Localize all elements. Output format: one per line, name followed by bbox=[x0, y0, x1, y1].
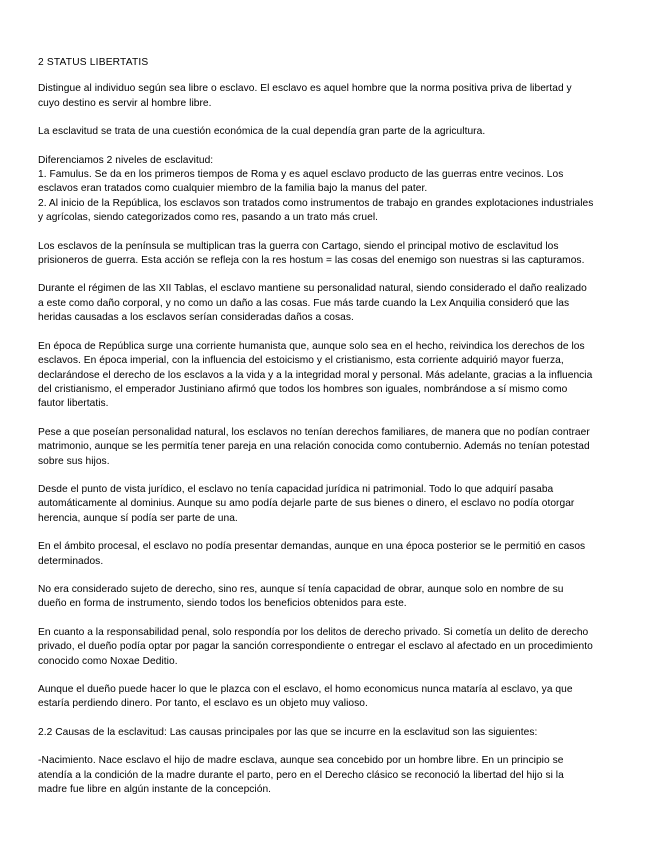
paragraph-levels: Diferenciamos 2 niveles de esclavitud: 1. Famulus. Se da en los primeros tiempos de Roma y es aquel esclavo producto de las guerras entre vecinos. Los esclavos eran tratados como cualquier miembro de la familia bajo la manus del pater. 2. Al inicio de la República, los esclavos son tratados como instrumentos de trabajo en grandes explotaciones industriales y agrícolas, siendo categorizados como res, pasando a un trato más cruel. bbox=[38, 154, 594, 224]
paragraph-humanism: En época de República surge una corriente humanista que, aunque solo sea en el hecho, reivindica los derechos de los esclavos. En época imperial, con la influencia del estoicismo y el cristianismo, esta corriente adquirió mayor fuerza, declarándose el derecho de los esclavos a la vida y a la integridad moral y personal. Más adelante, gracias a la influencia del cristianismo, el emperador Justiniano afirmó que todos los hombres son iguales, nombrándose a sí mismo como fautor libertatis. bbox=[38, 340, 593, 410]
document-page bbox=[38, 56, 620, 797]
paragraph-legal-capacity: Desde el punto de vista jurídico, el esclavo no tenía capacidad jurídica ni patrimonial. Todo lo que adquirí pasaba automáticamente al dominius. Aunque su amo podía dejarle parte de sus bienes o dinero, el esclavo no podía otorgar herencia, aunque sí podía ser parte de una. bbox=[38, 483, 575, 524]
paragraph-cartago: Los esclavos de la península se multiplican tras la guerra con Cartago, siendo el principal motivo de esclavitud los prisioneros de guerra. Esta acción se refleja con la res hostum = las cosas del enemigo son nuestras si las capturamos. bbox=[38, 240, 585, 267]
paragraph-definition: Distingue al individuo según sea libre o esclavo. El esclavo es aquel hombre que la norma positiva priva de libertad y cuyo destino es servir al hombre libre. bbox=[38, 83, 572, 109]
paragraph-res: No era considerado sujeto de derecho, sino res, aunque sí tenía capacidad de obrar, aunque solo en nombre de su dueño en forma de instrumento, siendo todos los beneficios obtenidos para este. bbox=[38, 583, 564, 610]
paragraph-birth: -Nacimiento. Nace esclavo el hijo de madre esclava, aunque sea concebido por un hombre libre. En un principio se atendía a la condición de la madre durante el parto, pero en el Derecho clásico se reconoció la libertad del hijo si la madre fue libre en algún instante de la concepción. bbox=[38, 755, 564, 796]
paragraph-homo-economicus: Aunque el dueño puede hacer lo que le plazca con el esclavo, el homo economicus nunca mataría al esclavo, ya que estaría perdiendo dinero. Por tanto, el esclavo es un objeto muy valioso. bbox=[38, 684, 573, 710]
paragraph-procedural: En el ámbito procesal, el esclavo no podía presentar demandas, aunque en una época posterior se le permitió en casos determinados. bbox=[38, 541, 586, 567]
subsection-heading-causes: 2.2 Causas de la esclavitud: Las causas principales por las que se incurre en la esclavitud son las siguientes: bbox=[38, 726, 538, 738]
section-heading: 2 STATUS LIBERTATIS bbox=[38, 57, 149, 68]
paragraph-economic: La esclavitud se trata de una cuestión económica de la cual dependía gran parte de la agricultura. bbox=[38, 126, 486, 138]
paragraph-penal: En cuanto a la responsabilidad penal, solo respondía por los delitos de derecho privado. Si cometía un delito de derecho privado, el dueño podía optar por pagar la sanción correspondiente o entregar el esclavo al afectado en un procedimiento conocido como Noxae Deditio. bbox=[38, 626, 593, 667]
paragraph-xii-tablas: Durante el régimen de las XII Tablas, el esclavo mantiene su personalidad natural, siendo considerado el daño realizado a este como daño corporal, y no como un daño a las cosas. Fue más tarde cuando la Lex Anquilia consideró que las heridas causadas a los esclavos serían consideradas daños a cosas. bbox=[38, 283, 587, 324]
paragraph-family-rights: Pese a que poseían personalidad natural, los esclavos no tenían derechos familiares, de manera que no podían contraer matrimonio, aunque se les permitía tener pareja en una relación conocida como contubernio. Además no tenían potestad sobre sus hijos. bbox=[38, 426, 590, 467]
